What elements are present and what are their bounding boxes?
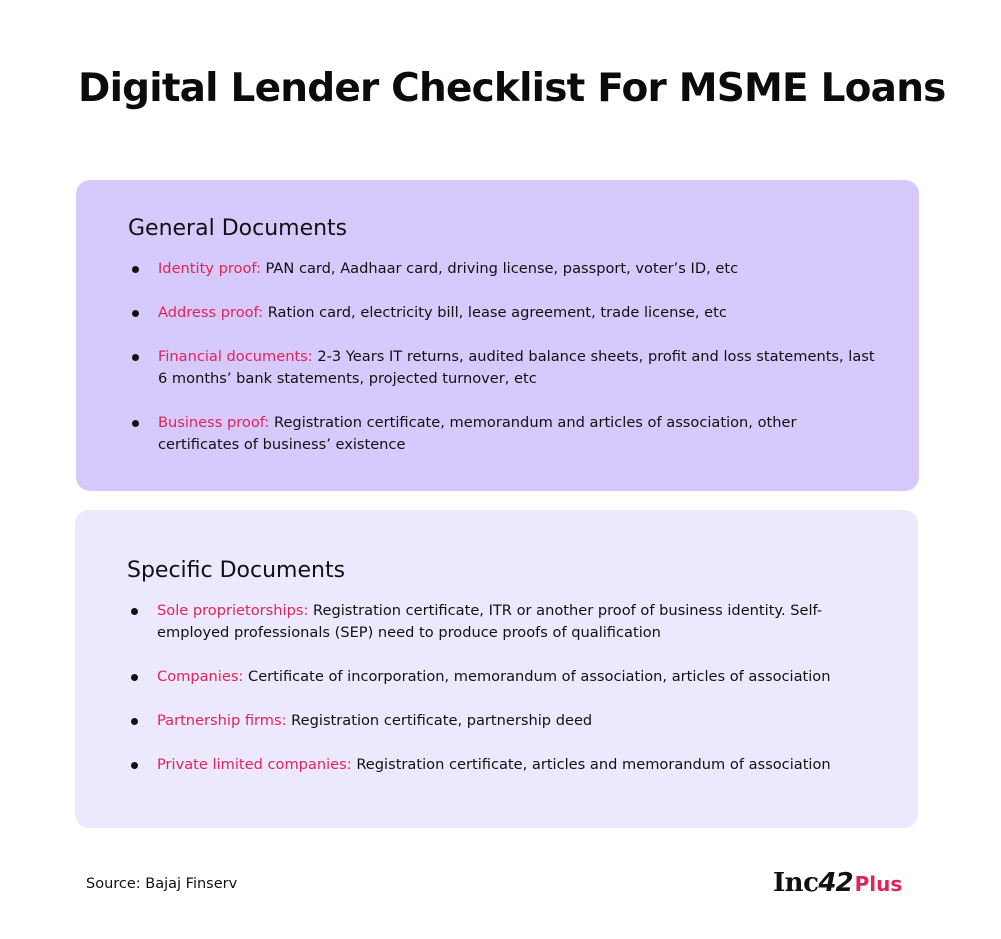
general-documents-card [76, 180, 919, 491]
list-item-financial-documents [128, 346, 879, 390]
item-label: Financial documents: [158, 348, 313, 365]
specific-documents-card [75, 510, 918, 828]
item-label: Sole proprietorships: [157, 602, 309, 619]
inc42-plus-logo [773, 868, 902, 898]
list-item-address-proof [128, 302, 879, 324]
item-label: Companies: [157, 668, 244, 685]
item-text: Registration certificate, memorandum and articles of association, other certificates of business’ existence [158, 414, 797, 453]
item-text: Registration certificate, partnership deed [286, 712, 593, 729]
general-documents-list [128, 258, 879, 478]
bullet-icon [131, 608, 138, 615]
item-text: 2-3 Years IT returns, audited balance sheets, profit and loss statements, last 6 months’ bank statements, projected turnover, etc [158, 348, 875, 387]
item-label: Address proof: [158, 304, 264, 321]
bullet-icon [132, 354, 139, 361]
logo-42-text: 42 [818, 868, 853, 898]
item-text: Ration card, electricity bill, lease agreement, trade license, etc [263, 304, 727, 321]
list-item-identity-proof [128, 258, 879, 280]
list-item-private-limited-companies [127, 754, 878, 776]
item-label: Private limited companies: [157, 756, 352, 773]
item-label: Identity proof: [158, 260, 261, 277]
item-text: PAN card, Aadhaar card, driving license, passport, voter’s ID, etc [260, 260, 739, 277]
bullet-icon [131, 762, 138, 769]
page-title: Digital Lender Checklist For MSME Loans [78, 66, 946, 111]
bullet-icon [132, 310, 139, 317]
bullet-icon [132, 420, 139, 427]
logo-inc-text: Inc [773, 868, 819, 898]
source-citation: Source: Bajaj Finserv [86, 876, 238, 892]
list-item-business-proof [128, 412, 879, 456]
list-item-sole-proprietorships [127, 600, 878, 644]
bullet-icon [131, 674, 138, 681]
item-label: Partnership firms: [157, 712, 287, 729]
list-item-partnership-firms [127, 710, 878, 732]
specific-documents-heading: Specific Documents [127, 558, 346, 583]
bullet-icon [131, 718, 138, 725]
list-item-companies [127, 666, 878, 688]
specific-documents-list [127, 600, 878, 798]
item-label: Business proof: [158, 414, 270, 431]
general-documents-heading: General Documents [128, 216, 348, 241]
item-text: Registration certificate, articles and memorandum of association [351, 756, 831, 773]
item-text: Certificate of incorporation, memorandum of association, articles of association [243, 668, 831, 685]
item-text: Registration certificate, ITR or another proof of business identity. Self-employed professionals (SEP) need to produce proofs of qualification [157, 602, 823, 641]
bullet-icon [132, 266, 139, 273]
logo-plus-text: Plus [854, 872, 903, 896]
